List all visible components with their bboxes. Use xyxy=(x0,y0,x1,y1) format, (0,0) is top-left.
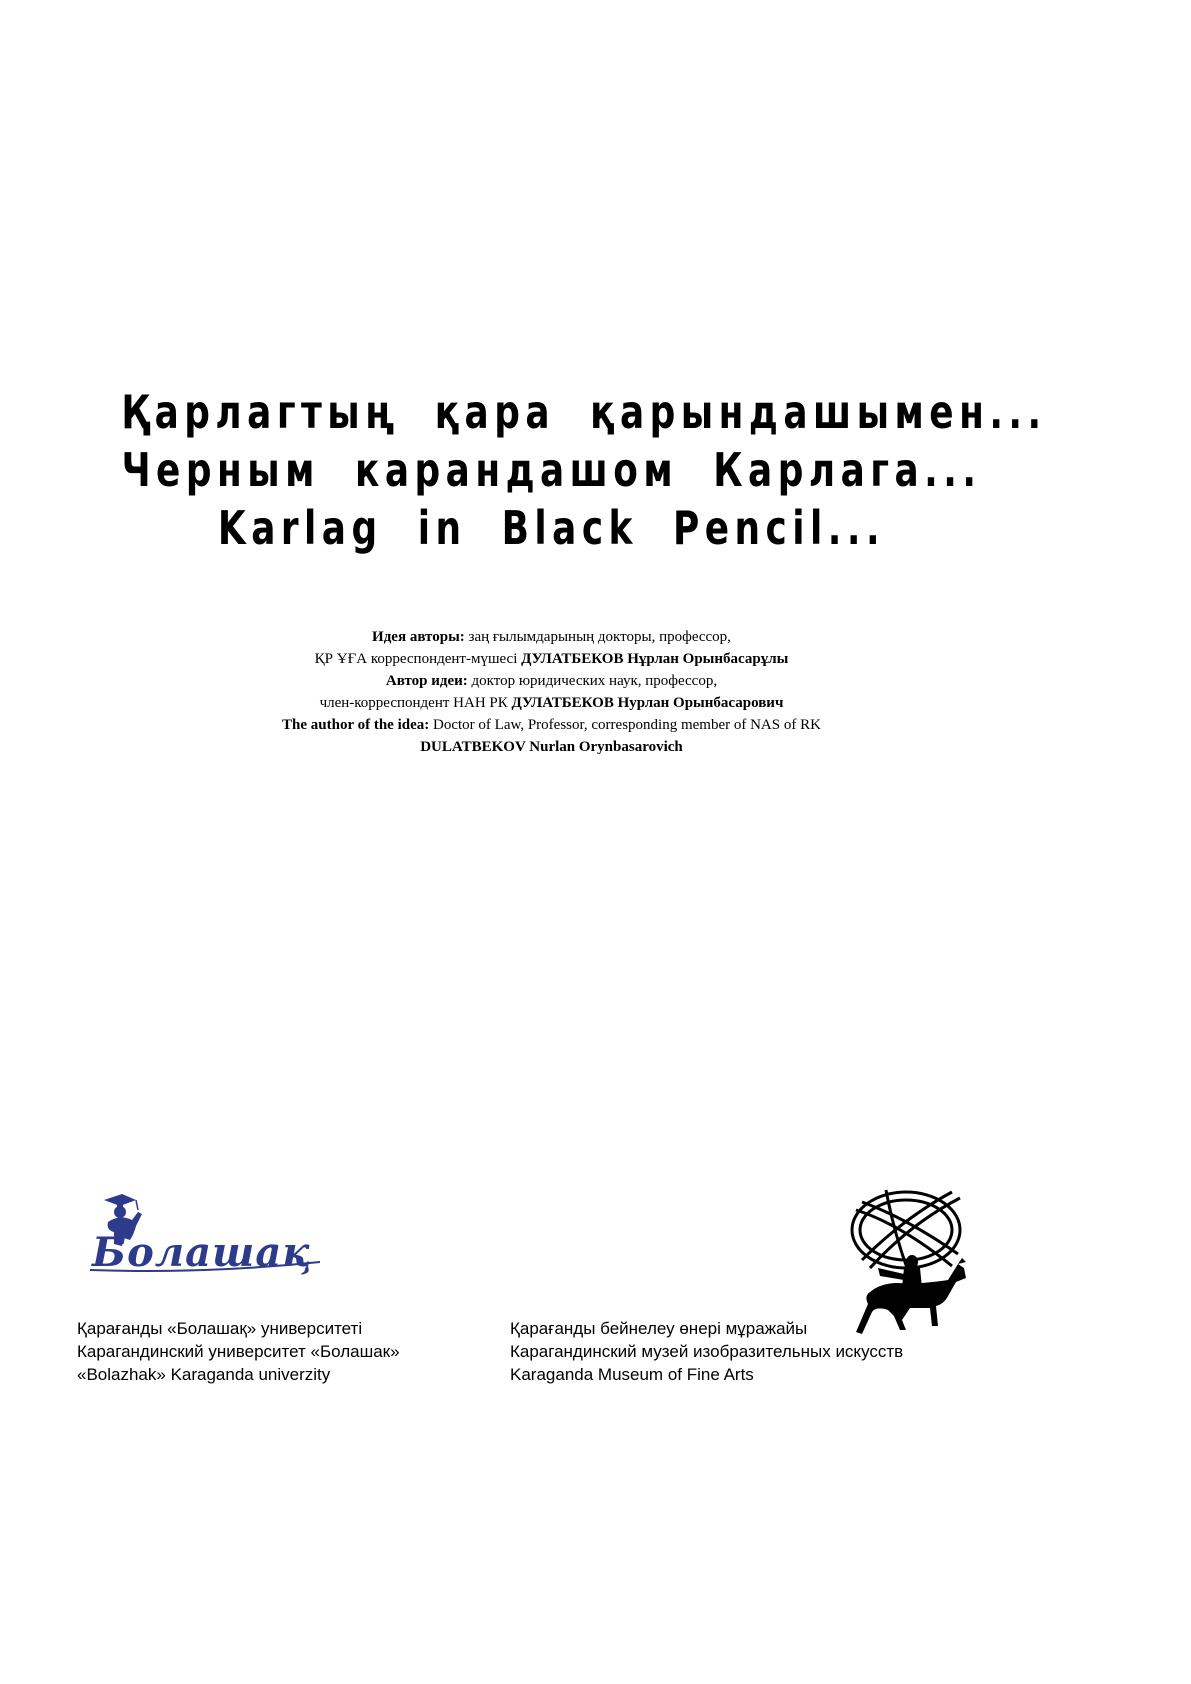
footer-university-en: «Bolazhak» Karaganda univerzity xyxy=(77,1365,331,1384)
footer-university-ru: Карагандинский университет «Болашак» xyxy=(77,1342,400,1361)
credit-ru-name: ДУЛАТБЕКОВ Нурлан Орынбасарович xyxy=(511,695,784,711)
footer-museum-ru: Карагандинский музей изобразительных искусств xyxy=(510,1342,904,1361)
credit-ru-line2-text: член-корреспондент НАН РК xyxy=(319,695,508,711)
footer-museum-kz: Қарағанды бейнелеу өнері мұражайы xyxy=(510,1319,808,1338)
credit-kz-line2 xyxy=(0,648,1103,670)
credit-en-text: Doctor of Law, Professor, corresponding member of NAS of RK xyxy=(433,717,821,733)
credit-en-line2 xyxy=(0,736,1103,758)
credit-kz-line1 xyxy=(0,626,1103,648)
title-russian: Черным карандашом Карлага... xyxy=(121,443,982,497)
title-english: Karlag in Black Pencil... xyxy=(217,501,886,555)
footer-museum-en: Karaganda Museum of Fine Arts xyxy=(510,1365,754,1384)
bolashak-wordmark: Болашақ xyxy=(92,1229,312,1276)
bolashak-logo xyxy=(84,1188,324,1278)
credit-ru-line1 xyxy=(0,670,1103,692)
credit-kz-name: ДУЛАТБЕКОВ Нұрлан Орынбасарұлы xyxy=(521,651,789,667)
credit-kz-text: заң ғылымдарының докторы, профессор, xyxy=(468,629,731,645)
credit-ru-label: Автор идеи: xyxy=(385,673,468,689)
footer-university xyxy=(77,1317,400,1386)
credit-en-line1 xyxy=(0,714,1103,736)
footer-university-kz: Қарағанды «Болашақ» университеті xyxy=(77,1319,363,1338)
credit-kz-label: Идея авторы: xyxy=(372,629,465,645)
title-block xyxy=(0,383,1103,557)
credit-en-label: The author of the idea: xyxy=(282,717,430,733)
credit-en-name: DULATBEKOV Nurlan Orynbasarovich xyxy=(420,739,683,755)
credit-ru-text: доктор юридических наук, профессор, xyxy=(471,673,718,689)
credit-kz-line2-text: ҚР ҰҒА корреспондент-мүшесі xyxy=(314,651,518,667)
author-credits xyxy=(0,626,1103,758)
footer-museum xyxy=(510,1317,903,1386)
bolashak-logo-graphic xyxy=(84,1188,324,1278)
title-kazakh: Қарлагтың қара қарындашымен... xyxy=(121,385,1047,439)
credit-ru-line2 xyxy=(0,692,1103,714)
